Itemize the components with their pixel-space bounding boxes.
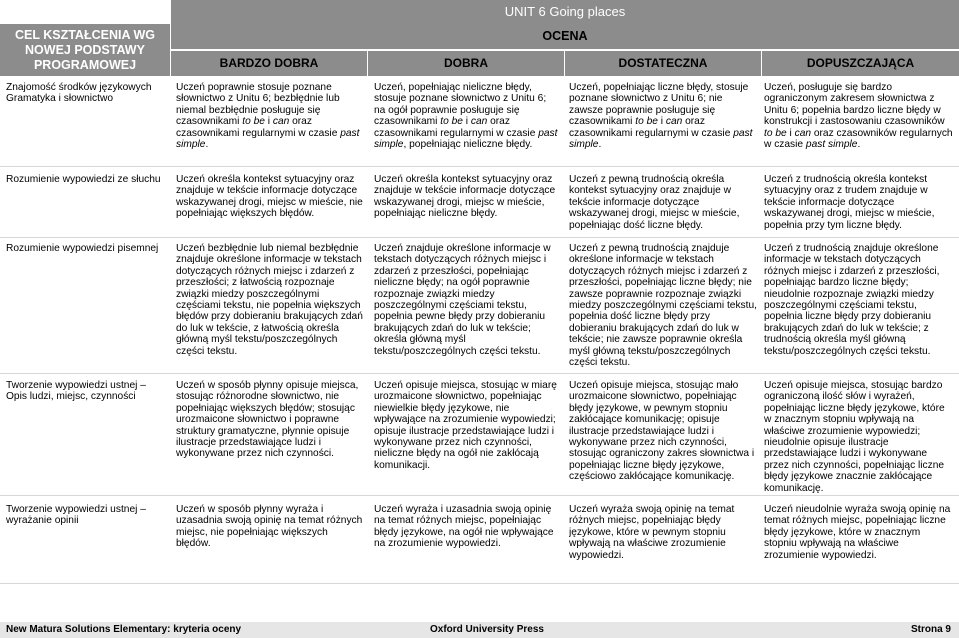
footer-center: Oxford University Press [430,624,544,635]
footer-left: New Matura Solutions Elementary: kryteria oceny [6,624,242,635]
cell-grammar-dobra: Uczeń, popełniając nieliczne błędy, stosuje poznane słownictwo z Unitu 6; na ogół poprawnie posługuje się czasownikami to be i can oraz czasownikami regularnymi w czasie past simple, popełniając nieliczne błędy. [374,82,558,151]
row-divider [0,166,959,167]
row-divider [0,373,959,374]
cell-grammar-dostateczna: Uczeń, popełniając liczne błędy, stosuje poznane słownictwo z Unitu 6; nie zawsze poprawnie posługuje się czasownikami to be i can oraz czasownikami regularnymi w czasie past simple. [569,82,753,151]
row-divider [0,583,959,584]
grade-dostateczna: DOSTATECZNA [565,51,761,76]
cell-grammar-dopuszczajaca: Uczeń, posługuje się bardzo ograniczonym zakresem słownictwa z Unitu 6; popełnia bardzo liczne błędy w konstrukcji i zastosowaniu czasowników to be i can oraz czasowników regularnych w czasie past simple. [764,82,953,151]
ocena-header: OCENA [171,24,959,49]
criterion-speaking-opinion: Tworzenie wypowiedzi ustnej – wyrażanie opinii [6,504,146,527]
footer [0,622,959,638]
cell-reading-dobra: Uczeń znajduje określone informacje w tekstach dotyczących różnych miejsc i zdarzeń z przeszłości, popełniając nieliczne błędy; na ogół poprawnie rozpoznaje związki miedzy poszczególnymi częściami tekstu, popełnia pewne błędy przy dobieraniu brakujących zdań do luk w tekście; określa główną myśl tekstu/poszczególnych części tekstu. [374,243,551,357]
grade-dopuszczajaca: DOPUSZCZAJĄCA [762,51,959,76]
cell-speaking-opinion-dopuszczajaca: Uczeń nieudolnie wyraża swoją opinię na temat różnych miejsc, popełniając liczne błędy językowe, które w znacznym stopniu wpływają na właściwe zrozumienie wypowiedzi. [764,504,951,561]
cell-speaking-description-bardzo-dobra: Uczeń w sposób płynny opisuje miejsca, stosując różnorodne słownictwo, nie popełniając większych błędów; stosując urozmaicone słownictwo i poprawne struktury gramatyczne, płynnie opisuje ilustracje przedstawiające ludzi i wykonywane przez nich czynności. [176,380,359,460]
cell-speaking-description-dopuszczajaca: Uczeń opisuje miejsca, stosując bardzo ograniczoną ilość słów i wyrażeń, popełniając liczne błędy językowe, które w znacznym stopniu wpływają na właściwe zrozumienie wypowiedzi; nieudolnie opisuje ilustracje przedstawiające ludzi i wykonywane przez nich czynności, popełniając liczne błędy językowe znacznie zakłócające komunikację. [764,380,945,494]
cell-speaking-description-dobra: Uczeń opisuje miejsca, stosując w miarę urozmaicone słownictwo, popełniając niewielkie błędy językowe, nie wpływające na zrozumienie wypowiedzi; opisuje ilustracje przedstawiające ludzi i wykonywane przez nich czynności, nieliczne błędy na ogół nie zakłócają komunikacji. [374,380,557,471]
cell-speaking-opinion-dostateczna: Uczeń wyraża swoją opinię na temat różnych miejsc, popełniając błędy językowe, które w pewnym stopniu wpływają na właściwe zrozumienie wypowiedzi. [569,504,735,561]
cell-reading-dopuszczajaca: Uczeń z trudnością znajduje określone informacje w tekstach dotyczących różnych miejsc i zdarzeń z przeszłości, popełniając bardzo liczne błędy; nieudolnie rozpoznaje związki miedzy poszczególnymi częściami tekstu, popełnia liczne błędy przy dobieraniu brakujących zdań do luk w tekście; z trudnością określa myśl główną tekstu/poszczególnych części tekstu. [764,243,940,357]
row-divider [0,237,959,238]
criterion-listening: Rozumienie wypowiedzi ze słuchu [6,174,161,185]
footer-page-number: Strona 9 [910,624,951,635]
corner-header-text: CEL KSZTAŁCENIA WG NOWEJ PODSTAWY PROGRAMOWEJ [14,27,156,72]
cell-listening-dostateczna: Uczeń z pewną trudnością określa kontekst sytuacyjny oraz znajduje w tekście informacje dotyczące wskazywanej drogi, miejsc w mieście, popełniając dość liczne błędy. [569,174,740,231]
cell-listening-dopuszczajaca: Uczeń z trudnością określa kontekst sytuacyjny oraz z trudem znajduje w tekście informacje dotyczące wskazywanej drogi, miejsc w mieście, popełnia przy tym liczne błędy. [764,174,935,231]
cell-reading-dostateczna: Uczeń z pewną trudnością znajduje określone informacje w tekstach dotyczących różnych miejsc i zdarzeń z przeszłości, popełniając liczne błędy; nie zawsze poprawnie rozpoznaje związki miedzy poszczególnymi częściami tekstu, popełnia dość liczne błędy przy dobieraniu brakujących zdań do luk w tekście; nie zawsze poprawnie określa myśl główną tekstu/poszczególnych części tekstu. [569,243,757,369]
cell-listening-dobra: Uczeń określa kontekst sytuacyjny oraz znajduje w tekście informacje dotyczące wskazywanej drogi, miejsc w mieście, popełniając nieliczne błędy. [374,174,556,220]
cell-reading-bardzo-dobra: Uczeń bezbłędnie lub niemal bezbłędnie znajduje określone informacje w tekstach dotyczących różnych miejsc i zdarzeń z przeszłości; z łatwością rozpoznaje związki miedzy poszczególnymi częściami tekstu, nie popełnia większych błędów przy dobieraniu brakujących zdań do luk w tekście, z łatwością określa główną myśl tekstu/poszczególnych części tekstu. [176,243,363,357]
cell-grammar-bardzo-dobra: Uczeń poprawnie stosuje poznane słownictwo z Unitu 6; bezbłędnie lub niemal bezbłędnie posługuje się czasownikami to be i can oraz czasownikami regularnymi w czasie past simple. [176,82,360,151]
criterion-reading: Rozumienie wypowiedzi pisemnej [6,243,159,254]
corner-header [0,24,170,76]
cell-speaking-opinion-dobra: Uczeń wyraża i uzasadnia swoją opinię na temat różnych miejsc, popełniając błędy językowe, na ogół nie wpływające na zrozumienie wypowiedzi. [374,504,554,550]
unit-title: UNIT 6 Going places [171,0,959,24]
cell-speaking-description-dostateczna: Uczeń opisuje miejsca, stosując mało urozmaicone słownictwo, popełniając błędy językowe, w pewnym stopniu zakłócające komunikację; opisuje ilustracje przedstawiające ludzi i wykonywane przez nich czynności, stosując ograniczony zakres słownictwa i popełniając liczne błędy językowe, częściowo zakłócające komunikację. [569,380,755,483]
cell-speaking-opinion-bardzo-dobra: Uczeń w sposób płynny wyraża i uzasadnia swoją opinię na temat różnych miejsc, nie popełniając większych błędów. [176,504,363,550]
criterion-speaking-description: Tworzenie wypowiedzi ustnej – Opis ludzi, miejsc, czynności [6,380,146,403]
row-divider [0,495,959,496]
cell-listening-bardzo-dobra: Uczeń określa kontekst sytuacyjny oraz znajduje w tekście informacje dotyczące wskazywanej drogi, miejsc w mieście, nie popełniając większych błędów. [176,174,363,220]
grade-bardzo-dobra: BARDZO DOBRA [171,51,367,76]
grade-dobra: DOBRA [368,51,564,76]
criterion-grammar: Znajomość środków językowych Gramatyka i słownictwo [6,82,152,105]
